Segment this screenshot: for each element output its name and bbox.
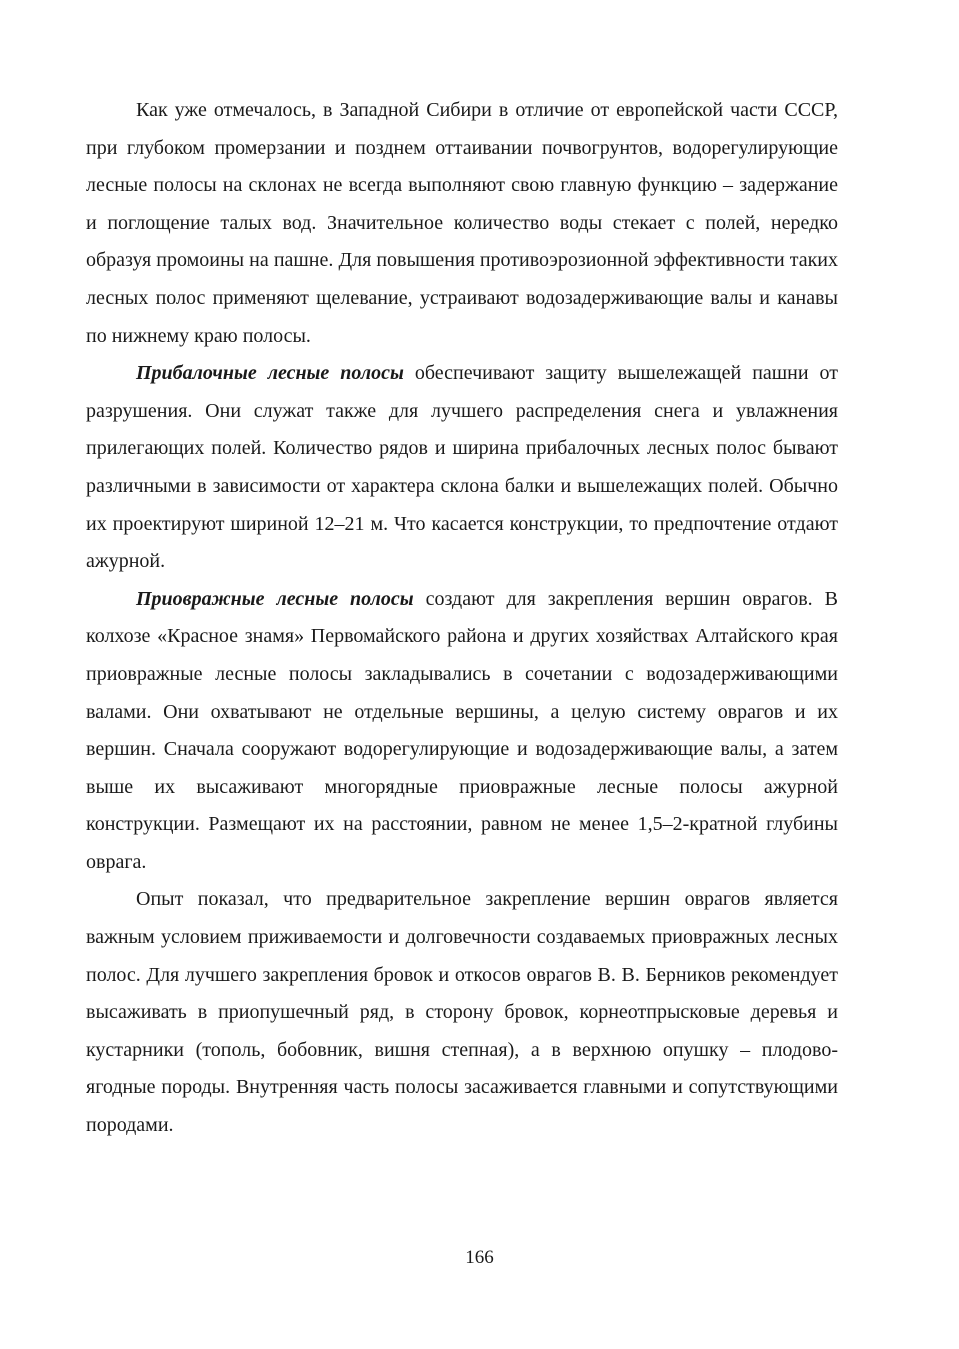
body-text (86, 92, 838, 1145)
paragraph-3-text: создают для закрепления вершин оврагов. В колхозе «Красное знамя» Первомайского района и других хозяйствах Алтайского края приовражные лесные полосы закладывались в сочетании с водозадерживающими валами. Они охватывают не отдельные вершины, а целую систему оврагов и их вершин. Сначала сооружают водорегулирующие и водозадерживающие валы, а затем выше их высаживают многорядные приовражные лесные полосы ажурной конструкции. Размещают их на расстоянии, равном не менее 1,5–2-кратной глубины оврага. (86, 587, 838, 873)
paragraph-2 (86, 355, 838, 581)
paragraph-1-text: Как уже отмечалось, в Западной Сибири в отличие от европейской части СССР, при глубоком промерзании и позднем оттаивании почвогрунтов, водорегулирующие лесные полосы на склонах не всегда выполняют свою главную функцию – задержание и поглощение талых вод. Значительное количество воды стекает с полей, нередко образуя промоины на пашне. Для повышения противоэрозионной эффективности таких лесных полос применяют щелевание, устраивают водозадерживающие валы и канавы по нижнему краю полосы. (86, 99, 838, 347)
paragraph-1 (86, 92, 838, 355)
paragraph-2-term: Прибалочные лесные полосы (136, 362, 404, 385)
paragraph-4-text: Опыт показал, что предварительное закрепление вершин оврагов является важным условием приживаемости и долговечности создаваемых приовражных лесных полос. Для лучшего закрепления бровок и откосов оврагов В. В. Берников рекомендует высаживать в приопушечный ряд, в сторону бровок, корнеотпрысковые деревья и кустарники (тополь, бобовник, вишня степная), а в верхнюю опушку – плодово-ягодные породы. Внутренняя часть полосы засаживается главными и сопутствующими породами. (86, 888, 838, 1137)
paragraph-3 (86, 581, 838, 882)
paragraph-4 (86, 881, 838, 1144)
page-number: 166 (465, 1247, 494, 1268)
paragraph-3-term: Приовражные лесные полосы (136, 587, 414, 610)
paragraph-2-text: обеспечивают защиту вышележащей пашни от разрушения. Они служат также для лучшего распределения снега и увлажнения прилегающих полей. Количество рядов и ширина прибалочных лесных полос бывают различными в зависимости от характера склона балки и вышележащих полей. Обычно их проектируют шириной 12–21 м. Что касается конструкции, то предпочтение отдают ажурной. (86, 362, 838, 573)
